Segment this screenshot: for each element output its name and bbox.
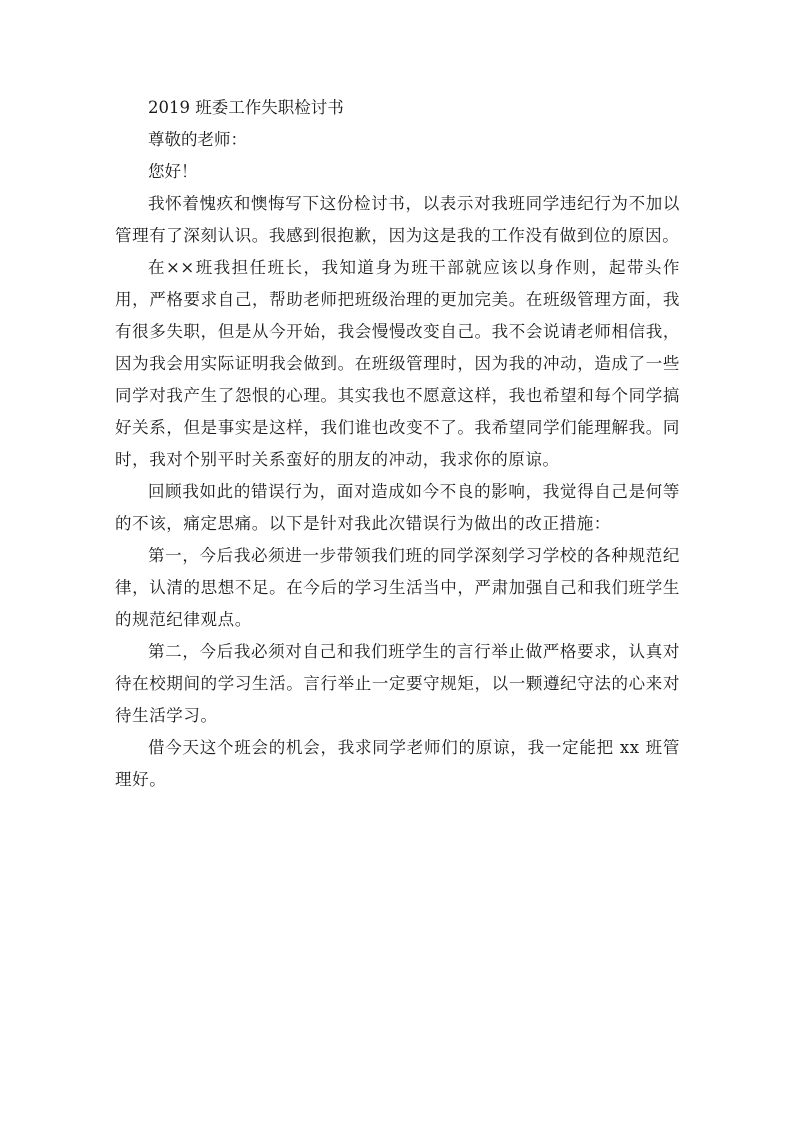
salutation: 尊敬的老师： [148, 130, 247, 149]
document-title: 2019 班委工作失职检讨书 [148, 98, 344, 117]
paragraph-intro: 我怀着愧疚和懊悔写下这份检讨书，以表示对我班同学违纪行为不加以管理有了深刻认识。我感到很抱歉，因为这是我的工作没有做到位的原因。 [115, 194, 680, 245]
paragraph-reflection: 回顾我如此的错误行为，面对造成如今不良的影响，我觉得自己是何等的不该，痛定思痛。以下是针对我此次错误行为做出的改正措施： [115, 482, 680, 533]
document-body [115, 92, 680, 796]
paragraph-role: 在××班我担任班长，我知道身为班干部就应该以身作则，起带头作用，严格要求自己，帮助老师把班级治理的更加完美。在班级管理方面，我有很多失职，但是从今开始，我会慢慢改变自己。我不会说请老师相信我，因为我会用实际证明我会做到。在班级管理时，因为我的冲动，造成了一些同学对我产生了怨恨的心理。其实我也不愿意这样，我也希望和每个同学搞好关系，但是事实是这样，我们谁也改变不了。我希望同学们能理解我。同时，我对个别平时关系蛮好的朋友的冲动，我求你的原谅。 [115, 258, 680, 469]
paragraph-measure-two: 第二，今后我必须对自己和我们班学生的言行举止做严格要求，认真对待在校期间的学习生活。言行举止一定要守规矩，以一颗遵纪守法的心来对待生活学习。 [115, 642, 680, 725]
paragraph-closing: 借今天这个班会的机会，我求同学老师们的原谅，我一定能把 xx 班管理好。 [115, 738, 680, 789]
greeting: 您好！ [148, 162, 198, 181]
paragraph-measure-one: 第一，今后我必须进一步带领我们班的同学深刻学习学校的各种规范纪律，认清的思想不足。在今后的学习生活当中，严肃加强自己和我们班学生的规范纪律观点。 [115, 546, 680, 629]
